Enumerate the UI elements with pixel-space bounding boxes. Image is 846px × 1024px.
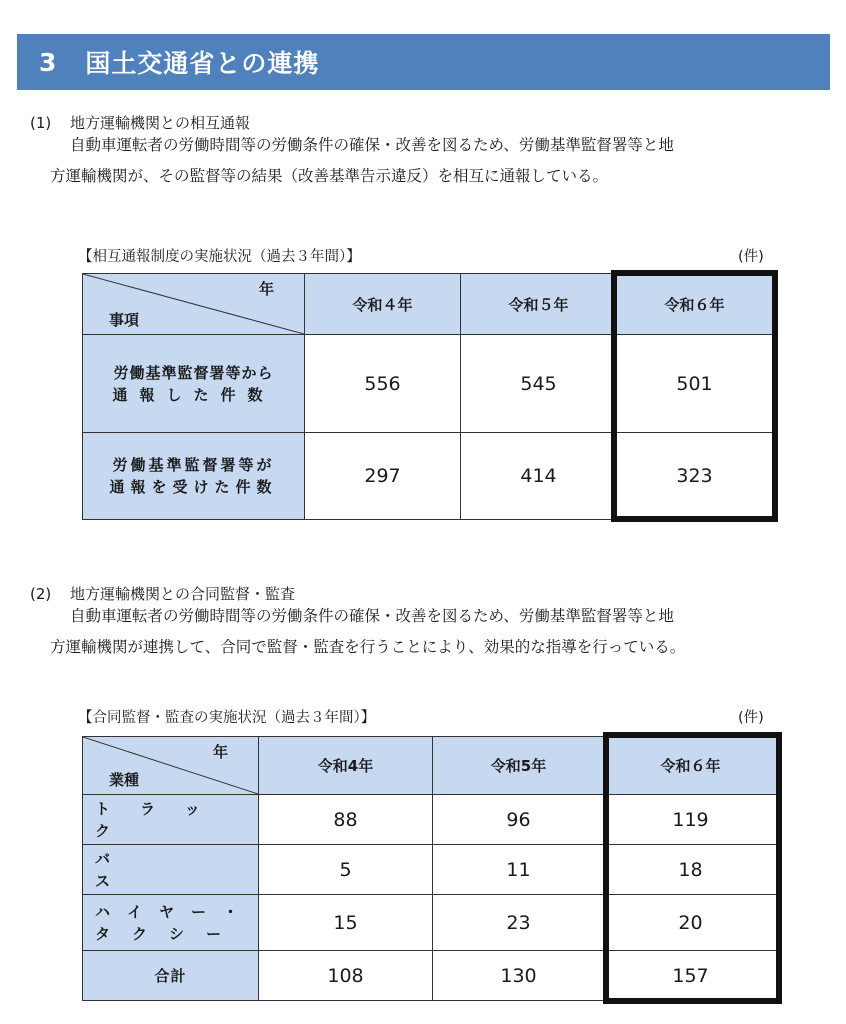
table1-header-row (83, 274, 773, 335)
row-label-text: 合計 (154, 966, 187, 985)
table-row (83, 895, 777, 951)
row-label-line: 通報を受けた件数 (109, 478, 278, 496)
table-row (83, 795, 777, 845)
table2-year-header: 令和６年 (605, 737, 777, 795)
table-row (83, 335, 773, 433)
table-cell: 556 (305, 335, 461, 433)
row-label-text: トラック (95, 799, 230, 840)
section1-index: (1) (30, 114, 52, 132)
table-cell: 545 (461, 335, 617, 433)
section2-unit: (件) (738, 710, 764, 726)
table-cell: 157 (605, 951, 777, 1001)
table2-year-header: 令和4年 (259, 737, 433, 795)
table2-header-row (83, 737, 777, 795)
table2-row-label (83, 895, 259, 951)
table-cell: 88 (259, 795, 433, 845)
section1-unit: (件) (738, 249, 764, 265)
row-label-line: ハイヤー・ (95, 902, 256, 921)
table1-corner-cell (83, 274, 305, 335)
table1-year-header: 令和６年 (617, 274, 773, 335)
table1-row-label (83, 433, 305, 520)
section2-para-line1: 自動車運転者の労働時間等の労働条件の確保・改善を図るため、労働基準監督署等と地 (70, 607, 674, 625)
table1-corner-year: 年 (258, 280, 274, 298)
table-cell: 23 (433, 895, 605, 951)
table1-corner-item: 事項 (109, 311, 140, 329)
table-cell: 5 (259, 845, 433, 895)
table-cell: 130 (433, 951, 605, 1001)
table2-row-label (83, 845, 259, 895)
row-label-line: タクシー (95, 924, 244, 943)
table1-year-header: 令和４年 (305, 274, 461, 335)
section2-caption: 【合同監督・監査の実施状況（過去３年間）】 (78, 710, 376, 726)
table-cell: 119 (605, 795, 777, 845)
section1-para-line2: 方運輸機関が、その監督等の結果（改善基準告示違反）を相互に通報している。 (50, 167, 609, 185)
table2-corner-year: 年 (212, 743, 228, 761)
row-label-line: 労働基準監督署等が (112, 456, 275, 474)
table-row (83, 433, 773, 520)
banner-number: 3 (39, 47, 58, 77)
row-label-line: 通報した件数 (112, 385, 275, 404)
section2-paragraph (50, 601, 685, 663)
table-cell: 18 (605, 845, 777, 895)
table-row (83, 845, 777, 895)
section2-index: (2) (30, 585, 52, 603)
banner-title: 国土交通省との連携 (85, 49, 320, 78)
section1-para-line1: 自動車運転者の労働時間等の労働条件の確保・改善を図るため、労働基準監督署等と地 (70, 136, 674, 154)
table-row (83, 951, 777, 1001)
section-banner (17, 34, 830, 90)
table2-corner-industry: 業種 (109, 771, 140, 789)
table-cell: 20 (605, 895, 777, 951)
row-label-line: 労働基準監督署等から (113, 363, 274, 382)
table2-row-label (83, 795, 259, 845)
table1-year-header: 令和５年 (461, 274, 617, 335)
table-cell: 501 (617, 335, 773, 433)
section2-para-line2: 方運輸機関が連携して、合同で監督・監査を行うことにより、効果的な指導を行っている。 (50, 638, 686, 656)
table-cell: 108 (259, 951, 433, 1001)
table-cell: 15 (259, 895, 433, 951)
section1-paragraph (50, 130, 674, 192)
table-cell: 96 (433, 795, 605, 845)
joint-inspection-table (82, 736, 777, 1001)
row-label-text: バス (95, 849, 211, 890)
table-cell: 11 (433, 845, 605, 895)
table-cell: 323 (617, 433, 773, 520)
mutual-report-table (82, 273, 773, 520)
section1-title: 地方運輸機関との相互通報 (70, 114, 251, 132)
table2-corner-cell (83, 737, 259, 795)
table2-year-header: 令和5年 (433, 737, 605, 795)
section1-caption: 【相互通報制度の実施状況（過去３年間）】 (78, 249, 361, 265)
table-cell: 297 (305, 433, 461, 520)
table2-total-label (83, 951, 259, 1001)
section2-title: 地方運輸機関との合同監督・監査 (70, 585, 296, 603)
table1-row-label (83, 335, 305, 433)
table-cell: 414 (461, 433, 617, 520)
